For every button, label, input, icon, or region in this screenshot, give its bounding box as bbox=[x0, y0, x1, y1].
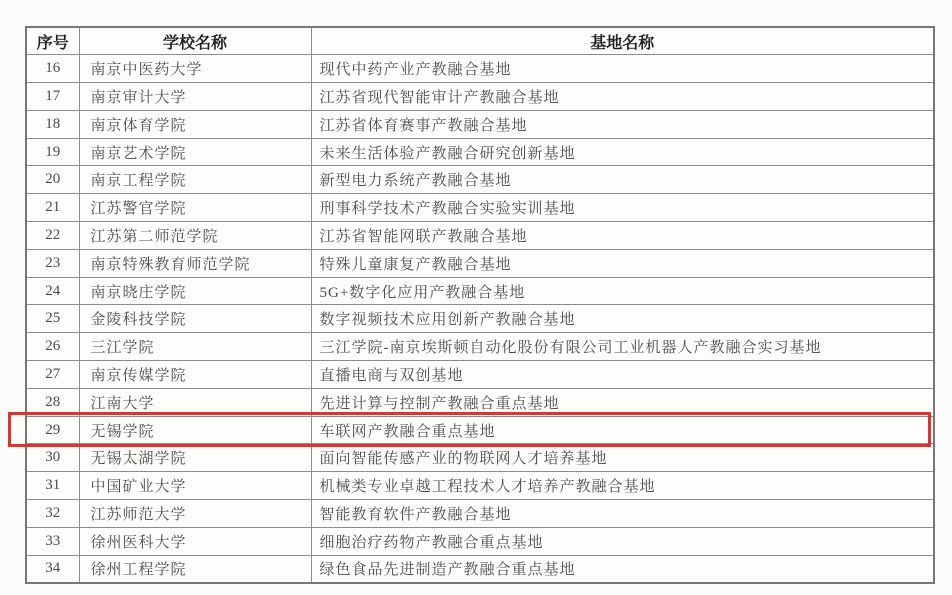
table-row bbox=[26, 500, 934, 528]
table-container bbox=[25, 26, 933, 584]
header-base: 基地名称 bbox=[311, 27, 934, 55]
header-index: 序号 bbox=[26, 27, 79, 55]
cell-base: 未来生活体验产教融合研究创新基地 bbox=[311, 138, 934, 166]
header-school: 学校名称 bbox=[79, 27, 311, 55]
cell-school: 三江学院 bbox=[79, 333, 311, 361]
cell-school: 南京特殊教育师范学院 bbox=[79, 249, 311, 277]
cell-school: 徐州工程学院 bbox=[79, 555, 311, 583]
cell-index: 21 bbox=[26, 194, 79, 222]
cell-index: 30 bbox=[26, 444, 79, 472]
cell-index: 32 bbox=[26, 500, 79, 528]
cell-school: 南京晓庄学院 bbox=[79, 277, 311, 305]
cell-index: 33 bbox=[26, 527, 79, 555]
cell-index: 17 bbox=[26, 83, 79, 111]
cell-index: 16 bbox=[26, 55, 79, 83]
table-row bbox=[26, 222, 934, 250]
cell-school: 金陵科技学院 bbox=[79, 305, 311, 333]
cell-base: 机械类专业卓越工程技术人才培养产教融合基地 bbox=[311, 472, 934, 500]
header-row bbox=[26, 27, 934, 55]
cell-school: 徐州医科大学 bbox=[79, 527, 311, 555]
cell-index: 29 bbox=[26, 416, 79, 444]
cell-base: 江苏省智能网联产教融合基地 bbox=[311, 222, 934, 250]
cell-base: 江苏省现代智能审计产教融合基地 bbox=[311, 83, 934, 111]
cell-base: 现代中药产业产教融合基地 bbox=[311, 55, 934, 83]
table-row bbox=[26, 166, 934, 194]
table-row bbox=[26, 472, 934, 500]
cell-school: 无锡太湖学院 bbox=[79, 444, 311, 472]
cell-base: 车联网产教融合重点基地 bbox=[311, 416, 934, 444]
table-row bbox=[26, 110, 934, 138]
table-row bbox=[26, 305, 934, 333]
cell-base: 智能教育软件产教融合基地 bbox=[311, 500, 934, 528]
cell-school: 南京传媒学院 bbox=[79, 361, 311, 389]
cell-base: 新型电力系统产教融合基地 bbox=[311, 166, 934, 194]
cell-school: 南京中医药大学 bbox=[79, 55, 311, 83]
cell-index: 24 bbox=[26, 277, 79, 305]
cell-base: 5G+数字化应用产教融合基地 bbox=[311, 277, 934, 305]
table-row bbox=[26, 333, 934, 361]
table-row bbox=[26, 83, 934, 111]
cell-school: 江苏师范大学 bbox=[79, 500, 311, 528]
cell-index: 19 bbox=[26, 138, 79, 166]
cell-base: 先进计算与控制产教融合重点基地 bbox=[311, 388, 934, 416]
cell-index: 22 bbox=[26, 222, 79, 250]
cell-base: 江苏省体育赛事产教融合基地 bbox=[311, 110, 934, 138]
table-row bbox=[26, 249, 934, 277]
cell-index: 28 bbox=[26, 388, 79, 416]
table-row bbox=[26, 555, 934, 583]
cell-index: 31 bbox=[26, 472, 79, 500]
cell-school: 江苏第二师范学院 bbox=[79, 222, 311, 250]
cell-school: 南京工程学院 bbox=[79, 166, 311, 194]
cell-school: 江苏警官学院 bbox=[79, 194, 311, 222]
cell-school: 江南大学 bbox=[79, 388, 311, 416]
cell-base: 绿色食品先进制造产教融合重点基地 bbox=[311, 555, 934, 583]
cell-base: 特殊儿童康复产教融合基地 bbox=[311, 249, 934, 277]
cell-base: 三江学院-南京埃斯顿自动化股份有限公司工业机器人产教融合实习基地 bbox=[311, 333, 934, 361]
cell-school: 南京审计大学 bbox=[79, 83, 311, 111]
table-row bbox=[26, 527, 934, 555]
cell-base: 细胞治疗药物产教融合重点基地 bbox=[311, 527, 934, 555]
base-list-table bbox=[25, 26, 935, 584]
cell-index: 27 bbox=[26, 361, 79, 389]
cell-base: 面向智能传感产业的物联网人才培养基地 bbox=[311, 444, 934, 472]
cell-index: 20 bbox=[26, 166, 79, 194]
cell-base: 刑事科学技术产教融合实验实训基地 bbox=[311, 194, 934, 222]
cell-index: 18 bbox=[26, 110, 79, 138]
cell-school: 无锡学院 bbox=[79, 416, 311, 444]
cell-base: 直播电商与双创基地 bbox=[311, 361, 934, 389]
table-row bbox=[26, 444, 934, 472]
table-row bbox=[26, 388, 934, 416]
cell-school: 南京艺术学院 bbox=[79, 138, 311, 166]
cell-index: 23 bbox=[26, 249, 79, 277]
table-row bbox=[26, 194, 934, 222]
table-row bbox=[26, 361, 934, 389]
table-row bbox=[26, 277, 934, 305]
table-row bbox=[26, 416, 934, 444]
table-row bbox=[26, 138, 934, 166]
table-row bbox=[26, 55, 934, 83]
cell-school: 中国矿业大学 bbox=[79, 472, 311, 500]
cell-index: 26 bbox=[26, 333, 79, 361]
cell-index: 25 bbox=[26, 305, 79, 333]
cell-index: 34 bbox=[26, 555, 79, 583]
cell-base: 数字视频技术应用创新产教融合基地 bbox=[311, 305, 934, 333]
cell-school: 南京体育学院 bbox=[79, 110, 311, 138]
table-body bbox=[26, 55, 934, 583]
